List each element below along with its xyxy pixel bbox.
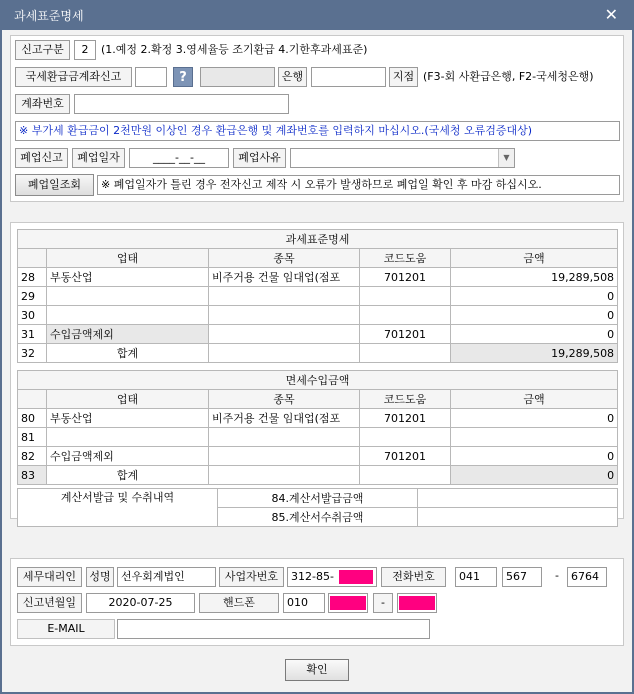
closure-notice: ※ 폐업일자가 틀린 경우 전자신고 제작 시 오류가 발생하므로 폐업일 확인 후 마감 하십시오.: [97, 175, 620, 195]
table-total-row: 83 합계 0: [18, 466, 618, 485]
mobile-part3-input[interactable]: [397, 593, 437, 613]
phone-dash: -: [548, 567, 566, 587]
phone-part2-input[interactable]: 567: [502, 567, 542, 587]
invoice-label: 계산서발급 및 수취내역: [18, 489, 218, 527]
report-type-input[interactable]: 2: [74, 40, 96, 60]
phone-label: 전화번호: [381, 567, 446, 587]
exempt-income-table: [17, 370, 618, 485]
table-row: 30 0: [18, 306, 618, 325]
table-row: 80 부동산업 비주거용 건물 임대업(점포 701201 0: [18, 409, 618, 428]
closure-report-label: 폐업신고: [15, 148, 68, 168]
table-row: 28 부동산업 비주거용 건물 임대업(점포 701201 19,289,508: [18, 268, 618, 287]
col-header-item: 종목: [209, 390, 360, 409]
invoice-received-label: 85.계산서수취금액: [218, 508, 418, 527]
report-settings-panel: [10, 35, 624, 202]
bizno-redaction: [339, 570, 373, 584]
col-header-biz: 업태: [47, 249, 209, 268]
table-row: 29 0: [18, 287, 618, 306]
branch-label: 지점: [389, 67, 418, 87]
mobile-part1-input[interactable]: 010: [283, 593, 325, 613]
refund-account-label: 국세환급금계좌신고: [15, 67, 132, 87]
table-row: 31 수입금액제외 701201 0: [18, 325, 618, 344]
report-type-label: 신고구분: [15, 40, 70, 60]
col-header-code: 코드도움: [360, 390, 451, 409]
invoice-table: [17, 488, 618, 527]
tax-base-title: 과세표준명세: [18, 230, 618, 249]
mobile-redaction: [399, 596, 435, 610]
col-header-code: 코드도움: [360, 249, 451, 268]
col-header-amount: 금액: [451, 390, 618, 409]
account-no-label: 계좌번호: [15, 94, 70, 114]
agent-name-input[interactable]: 선우회계법인: [117, 567, 216, 587]
agent-name-label: 성명: [86, 567, 114, 587]
col-header-biz: 업태: [47, 390, 209, 409]
table-row: 82 수입금액제외 701201 0: [18, 447, 618, 466]
chevron-down-icon[interactable]: ▼: [498, 149, 514, 167]
window-title: 과세표준명세: [14, 9, 84, 23]
mobile-label: 핸드폰: [199, 593, 279, 613]
report-date-input[interactable]: 2020-07-25: [86, 593, 195, 613]
report-date-label: 신고년월일: [17, 593, 82, 613]
closure-reason-select[interactable]: [290, 148, 515, 168]
email-label: E-MAIL: [17, 619, 115, 639]
dialog-body: [2, 30, 632, 692]
branch-input[interactable]: [311, 67, 386, 87]
tax-detail-panel: [10, 222, 624, 524]
invoice-issued-input[interactable]: [418, 489, 618, 508]
title-bar: [0, 0, 634, 30]
closure-date-input[interactable]: ____-__-__: [129, 148, 229, 168]
tax-base-table: [17, 229, 618, 363]
bank-name-input[interactable]: [200, 67, 275, 87]
bizno-input[interactable]: [287, 567, 377, 587]
exempt-title: 면세수입금액: [18, 371, 618, 390]
closure-lookup-button[interactable]: 폐업일조회: [15, 174, 94, 196]
col-header-amount: 금액: [451, 249, 618, 268]
bizno-value: 312-85-: [291, 570, 334, 583]
invoice-issued-label: 84.계산서발급금액: [218, 489, 418, 508]
bank-hint: (F3-회 사환급은행, F2-국세청은행): [423, 70, 594, 83]
report-type-hint: (1.예정 2.확정 3.영세율등 조기환급 4.기한후과세표준): [101, 43, 368, 56]
table-row: 81: [18, 428, 618, 447]
email-input[interactable]: [117, 619, 430, 639]
ok-button[interactable]: 확인: [285, 659, 349, 681]
refund-code-input[interactable]: [135, 67, 167, 87]
tax-agent-panel: [10, 558, 624, 646]
phone-part3-input[interactable]: 6764: [567, 567, 607, 587]
invoice-received-input[interactable]: [418, 508, 618, 527]
mobile-part2-input[interactable]: [328, 593, 368, 613]
mobile-dash: -: [373, 593, 393, 613]
refund-notice: ※ 부가세 환급금이 2천만원 이상인 경우 환급은행 및 계좌번호를 입력하지 마십시오.(국세청 오류검증대상): [15, 121, 620, 141]
phone-part1-input[interactable]: 041: [455, 567, 497, 587]
closure-reason-label: 폐업사유: [233, 148, 286, 168]
col-header-item: 종목: [209, 249, 360, 268]
bank-label: 은행: [278, 67, 307, 87]
table-total-row: 32 합계 19,289,508: [18, 344, 618, 363]
closure-date-label: 폐업일자: [72, 148, 125, 168]
bizno-label: 사업자번호: [219, 567, 284, 587]
agent-label: 세무대리인: [17, 567, 82, 587]
mobile-redaction: [330, 596, 366, 610]
close-icon[interactable]: ✕: [604, 5, 618, 24]
account-no-input[interactable]: [74, 94, 289, 114]
help-icon[interactable]: ?: [173, 67, 193, 87]
